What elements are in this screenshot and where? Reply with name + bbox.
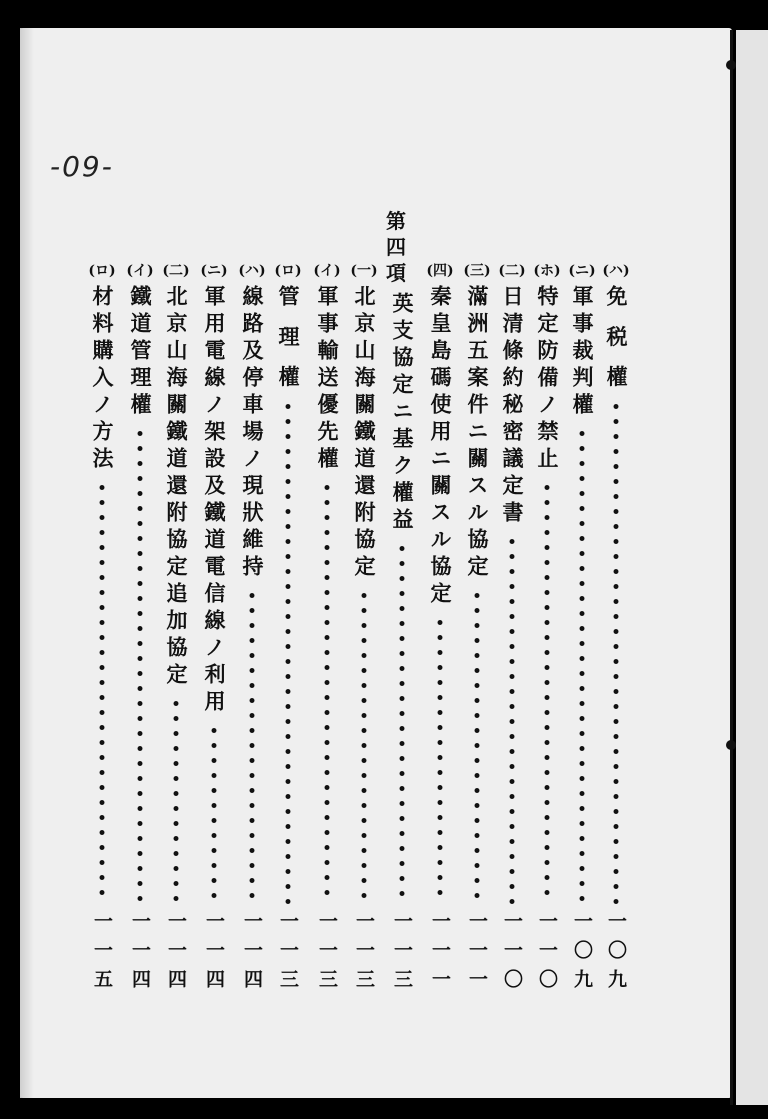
toc-entry [600,263,632,998]
toc-entry [86,263,118,998]
page-number: 一〇九 [605,911,627,998]
toc-entry [461,263,493,998]
binding-spine [730,30,733,1105]
page-number: 一一三 [277,911,299,998]
dot-leader [613,399,619,905]
entry-title: 軍用電線ノ架設及鐵道電信線ノ利用 [202,285,227,717]
entry-marker: (ロ) [88,263,116,279]
entry-marker: (イ) [126,263,154,279]
dot-leader [544,480,550,905]
entry-marker: (一) [350,263,378,279]
dot-leader [437,615,443,905]
entry-marker: (ニ) [568,263,596,279]
page-edge-shadow [20,28,34,1098]
toc-entry [496,263,528,998]
entry-marker: (ハ) [602,263,630,279]
page-number: 一一一 [429,911,451,998]
entry-title: 英支協定ニ基ク權益 [390,292,415,535]
entry-title: 北京山海關鐵道還附協定 [352,285,377,582]
binding-hole [726,60,736,70]
toc-entry [531,263,563,998]
entry-marker: 第四項 [386,209,406,285]
handwritten-folio-number: -09- [50,150,114,183]
entry-title: 軍事輸送優先權 [315,285,340,474]
entry-title: 材料購入ノ方法 [90,285,115,474]
page-number: 一一〇 [501,911,523,998]
toc-entry [386,208,418,998]
toc-entry [348,263,380,998]
dot-leader [211,723,217,905]
dot-leader [324,480,330,905]
page-number: 一一四 [241,911,263,998]
toc-entry [124,263,156,998]
dot-leader [361,588,367,905]
toc-entry [272,263,304,998]
entry-title: 日清條約秘密議定書 [500,285,525,528]
entry-marker: (二) [498,263,526,279]
page-number: 一一四 [129,911,151,998]
page-number: 一一三 [391,911,413,998]
toc-entry [424,263,456,998]
entry-title: 鐵道管理權 [128,285,153,420]
dot-leader [579,426,585,905]
entry-marker: (イ) [313,263,341,279]
entry-title: 滿洲五案件ニ關スル協定 [465,285,490,582]
entry-title: 軍事裁判權 [570,285,595,420]
entry-title: 免 税 權 [604,285,629,393]
page-number: 一一一 [466,911,488,998]
dot-leader [509,534,515,905]
page-number: 一一〇 [536,911,558,998]
page-number: 一一四 [165,911,187,998]
entry-title: 管 理 權 [276,285,301,393]
entry-marker: (ロ) [274,263,302,279]
dot-leader [399,541,405,905]
dot-leader [249,588,255,905]
dot-leader [173,696,179,905]
page-number: 一〇九 [571,911,593,998]
entry-title: 北京山海關鐵道還附協定追加協定 [164,285,189,690]
entry-marker: (ニ) [200,263,228,279]
toc-entry [236,263,268,998]
page-number: 一一四 [203,911,225,998]
toc-entry [566,263,598,998]
entry-marker: (ハ) [238,263,266,279]
toc-entry [160,263,192,998]
toc-entry [311,263,343,998]
dot-leader [137,426,143,905]
dot-leader [474,588,480,905]
page-number: 一一三 [353,911,375,998]
entry-marker: (ホ) [533,263,561,279]
entry-marker: (三) [463,263,491,279]
entry-marker: (二) [162,263,190,279]
adjacent-page-edge [736,30,768,1105]
entry-title: 秦皇島碼使用ニ關スル協定 [428,285,453,609]
entry-marker: (四) [426,263,454,279]
page-number: 一一三 [316,911,338,998]
dot-leader [99,480,105,905]
entry-title: 線路及停車場ノ現狀維持 [240,285,265,582]
binding-hole [726,740,736,750]
entry-title: 特定防備ノ禁止 [535,285,560,474]
dot-leader [285,399,291,905]
page-number: 一一五 [91,911,113,998]
toc-entry [198,263,230,998]
